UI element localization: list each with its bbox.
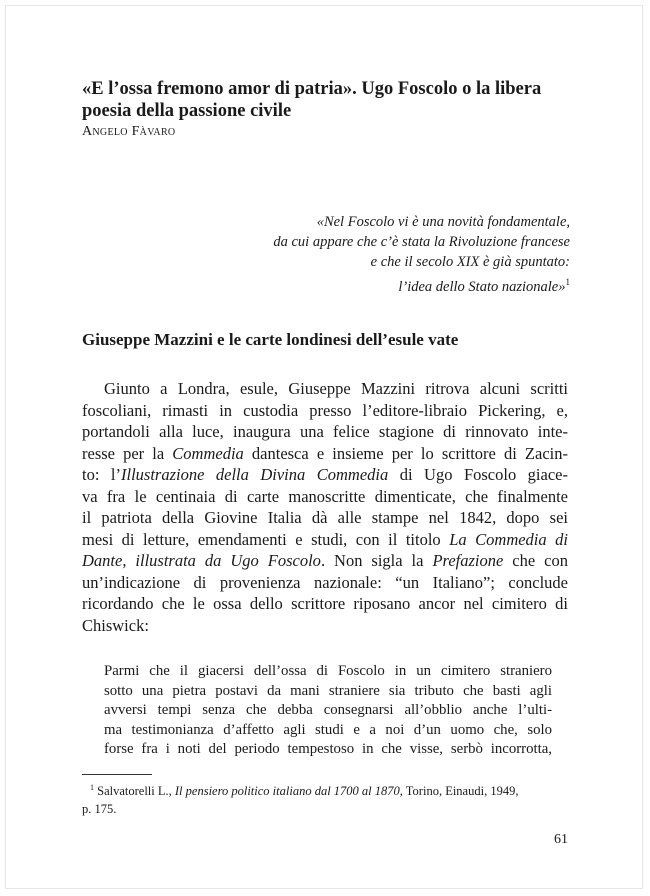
- text-run: resse per la: [82, 443, 173, 463]
- text-run: . Non sigla la: [320, 551, 433, 570]
- body-line: foscoliani, rimasti in custodia presso l’editore-libraio Pickering, e,: [82, 400, 568, 420]
- page-number: 61: [554, 832, 568, 847]
- quote-line: Parmi che il giacersi dell’ossa di Foscolo in un cimitero straniero: [104, 663, 552, 679]
- body-paragraph: [82, 378, 568, 636]
- footnote-mark: 1: [90, 783, 94, 792]
- body-line: [82, 464, 568, 486]
- block-quote: [104, 662, 552, 760]
- text-run: mesi di letture, emendamenti e studi, con il titolo: [82, 529, 450, 549]
- footnote-author: Salvatorelli L.,: [94, 784, 175, 799]
- epigraph-line-text: l’idea dello Stato nazionale»: [398, 278, 566, 295]
- body-line: Chiswick:: [82, 615, 149, 635]
- footnote: [82, 779, 568, 818]
- footnote-reference[interactable]: 1: [565, 277, 570, 287]
- italic-title: Prefazione: [432, 551, 504, 570]
- epigraph-line: e che il secolo XIX è già spuntato:: [370, 254, 570, 270]
- body-line: Giunto a Londra, esule, Giuseppe Mazzini ritrova alcuni scritti: [104, 379, 568, 398]
- body-line: [82, 529, 568, 551]
- quote-line: avversi tempi senza che debba consegnarsi all’obblio anche l’ulti-: [104, 702, 552, 718]
- footnote-publication: , Torino, Einaudi, 1949,: [399, 784, 519, 799]
- quote-line: ma testimonianza d’affetto agli studi e a noi d’un uomo che, solo: [104, 721, 552, 738]
- italic-title: La Commedia di: [449, 529, 568, 549]
- text-run: dantesca e insieme per lo scrittore di Zacin-: [243, 443, 568, 463]
- text-run: di Ugo Foscolo giace-: [388, 465, 568, 484]
- italic-title: Dante, illustrata da Ugo Foscolo: [82, 551, 321, 570]
- section-heading: Giuseppe Mazzini e le carte londinesi dell’esule vate: [82, 330, 459, 349]
- quote-line: sotto una pietra postavi da mani straniere sia tributo che basti agli: [104, 682, 552, 699]
- article-title: «E l’ossa fremono amor di patria». Ugo Foscolo o la libera poesia della passione civile: [82, 79, 542, 121]
- epigraph-line: da cui appare che c’è stata la Rivoluzione francese: [273, 234, 570, 250]
- epigraph: [273, 212, 570, 297]
- quote-line: forse fra i noti del periodo tempestoso in che visse, serbò incorrotta,: [104, 741, 552, 757]
- body-line: il patriota della Giovine Italia dà alle stampe nel 1842, dopo sei: [82, 508, 568, 527]
- text-run: to: l’: [82, 465, 121, 484]
- body-line: un’indicazione di provenienza nazionale: “un Italiano”; conclude: [82, 572, 568, 592]
- footnote-line: [82, 779, 568, 800]
- footnote-work: Il pensiero politico italiano dal 1700 al 1870: [174, 784, 400, 799]
- epigraph-line: [273, 272, 570, 297]
- body-line: ricordando che le ossa dello scrittore riposano ancor nel cimitero di: [82, 594, 568, 613]
- body-line: [82, 550, 568, 572]
- footnote-line: p. 175.: [82, 802, 117, 817]
- text-run: che con: [503, 551, 568, 570]
- body-line: va fra le centinaia di carte manoscritte dimenticate, che finalmente: [82, 486, 568, 506]
- italic-title: Illustrazione della Divina Commedia: [120, 465, 389, 484]
- body-line: [82, 443, 568, 465]
- italic-title: Commedia: [172, 443, 244, 463]
- article-author: Angelo Fàvaro: [82, 124, 176, 139]
- footnote-divider: [82, 774, 152, 775]
- epigraph-line: «Nel Foscolo vi è una novità fondamentale,: [316, 214, 570, 230]
- body-line: portandoli alla luce, inaugura una felice stagione di rinnovato inte-: [82, 422, 568, 441]
